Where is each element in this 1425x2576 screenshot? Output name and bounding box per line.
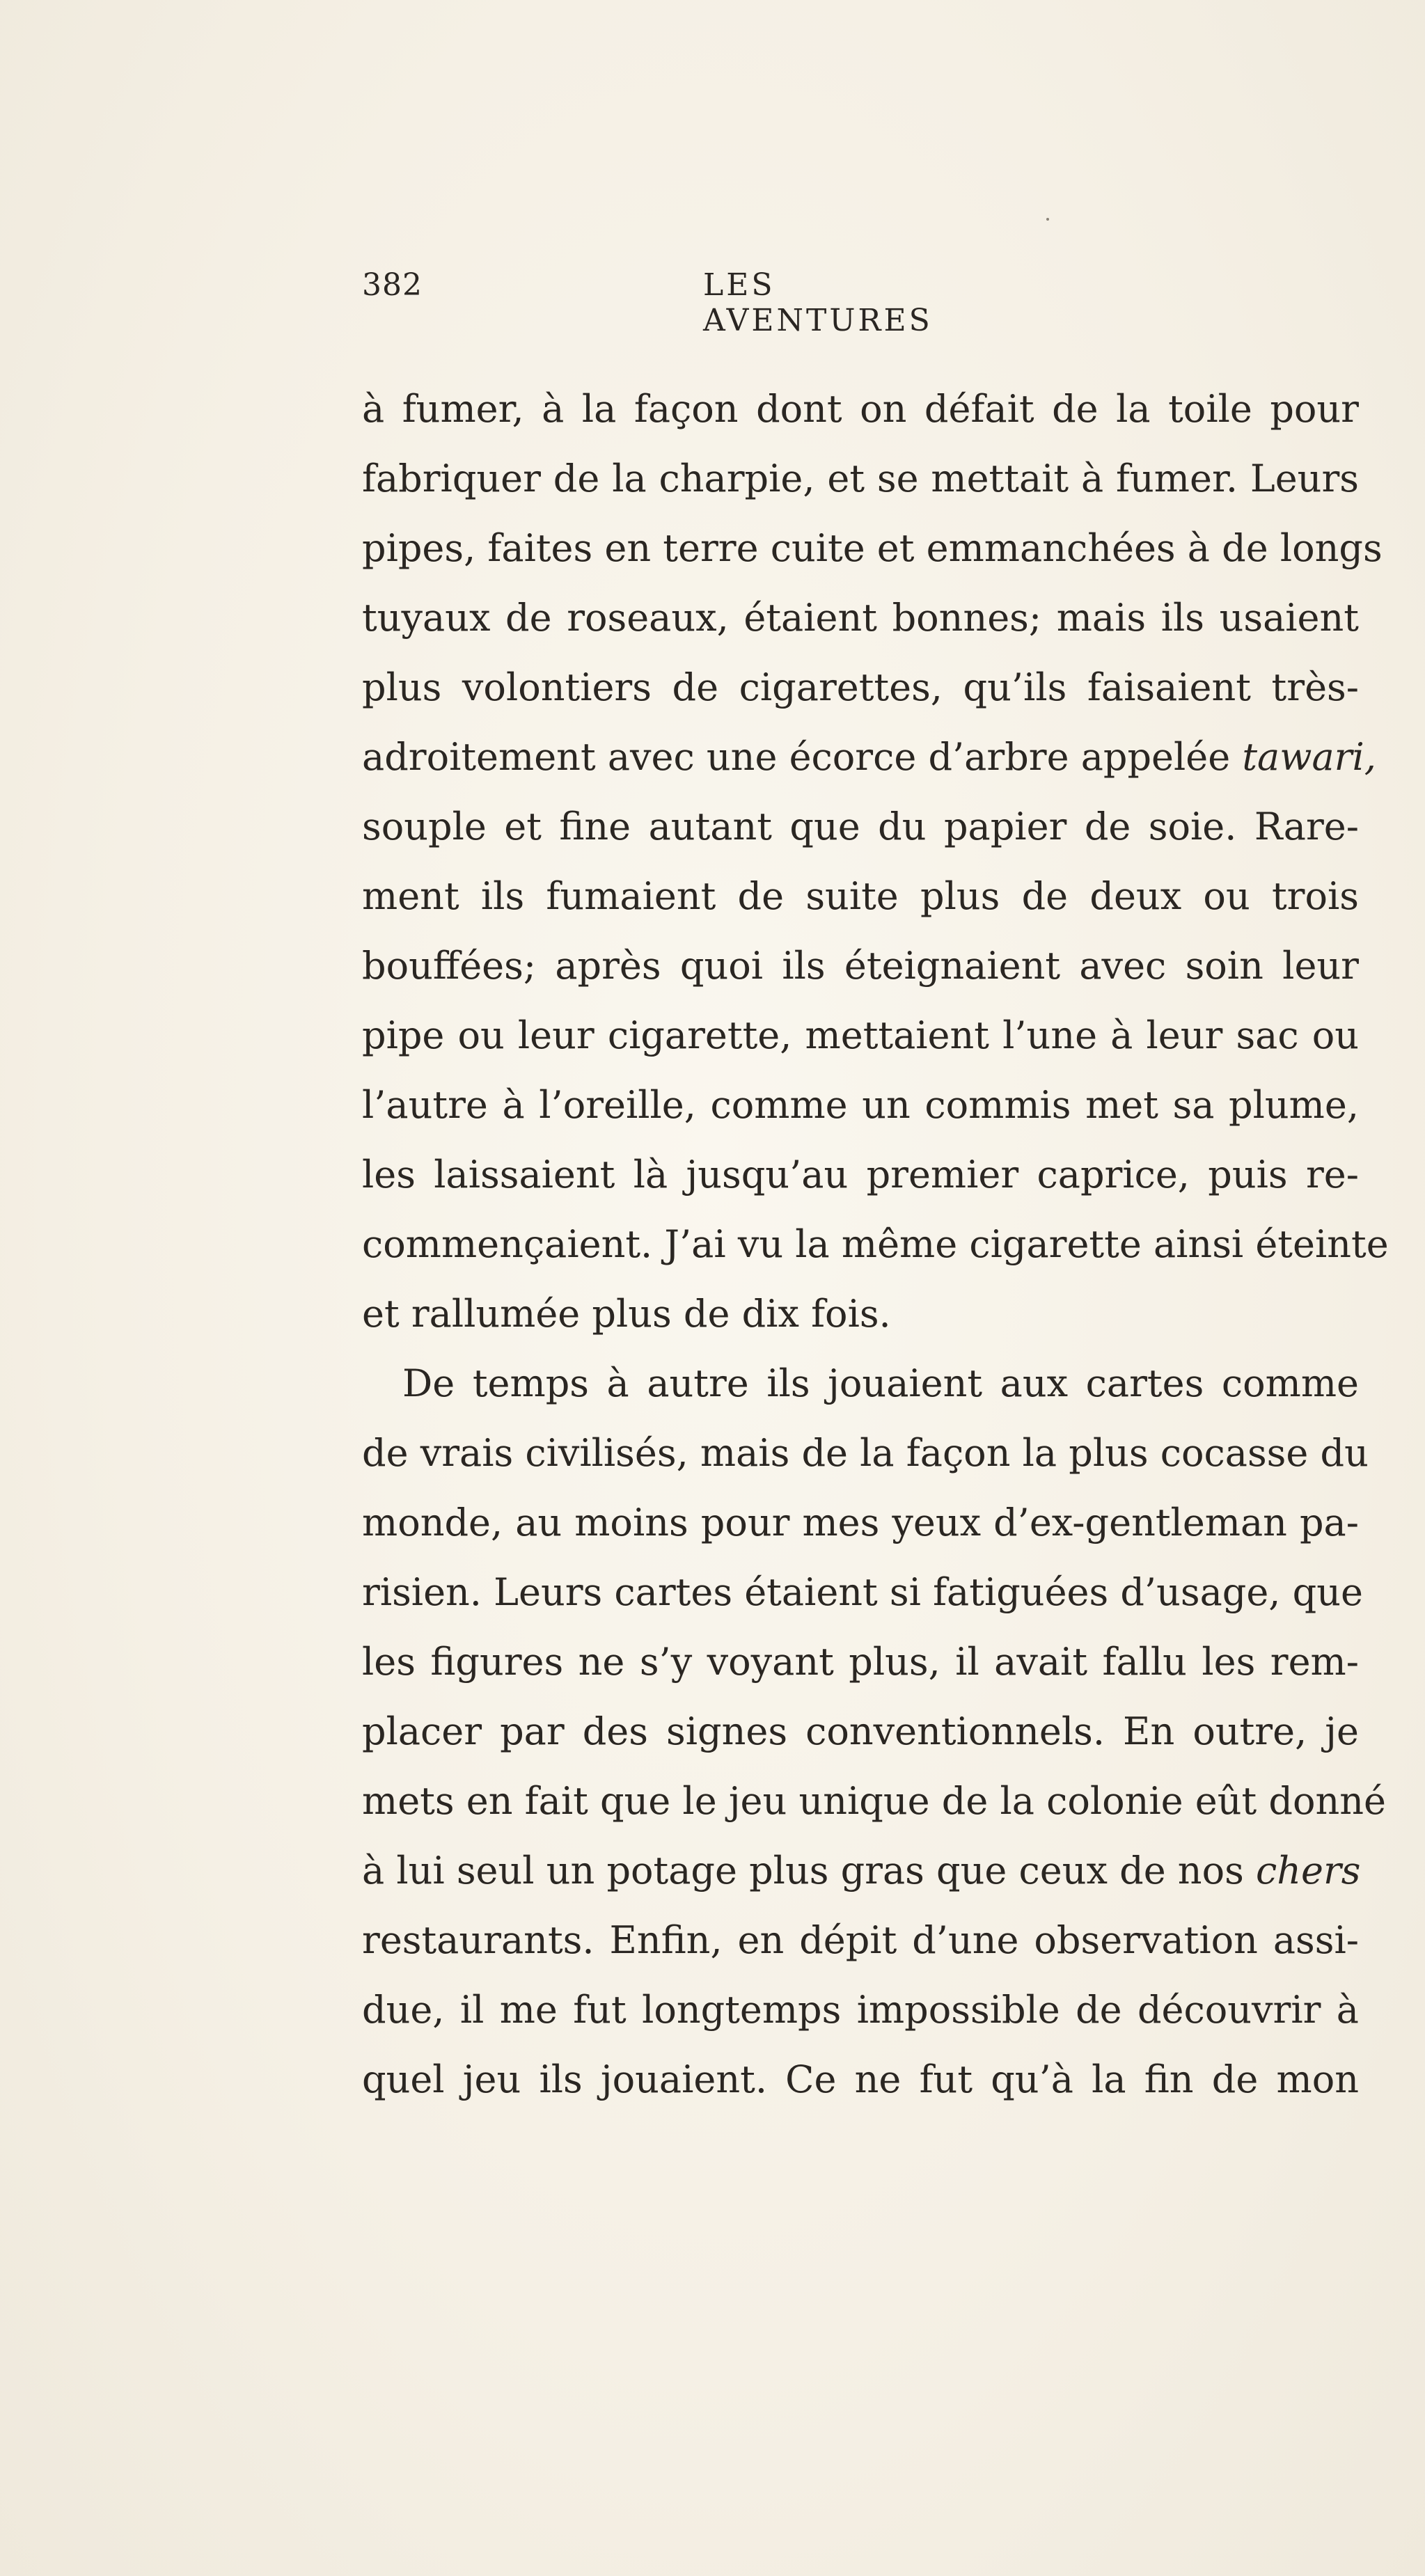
paragraph-start-line: De temps à autre ils jouaient aux cartes comme [402, 1361, 1359, 1405]
text-line: souple et fine autant que du papier de soie. Rare- [362, 805, 1359, 848]
print-speck [1046, 218, 1049, 221]
text-line: monde, au moins pour mes yeux d’ex-gentleman pa- [362, 1501, 1359, 1544]
text-line: les laissaient là jusqu’au premier caprice, puis re- [362, 1153, 1359, 1196]
text-line: les figures ne s’y voyant plus, il avait fallu les rem- [362, 1640, 1359, 1684]
text-line: l’autre à l’oreille, comme un commis met sa plume, [362, 1083, 1359, 1127]
text-line: tuyaux de roseaux, étaient bonnes; mais ils usaient [362, 596, 1359, 640]
running-title: LES AVENTURES [703, 267, 933, 338]
text-line [362, 1836, 1359, 1906]
text-line: quel jeu ils jouaient. Ce ne fut qu’à la fin de mon [362, 2057, 1359, 2101]
text-segment: à lui seul un potage plus gras que ceux de nos [362, 1849, 1256, 1893]
text-line: commençaient. J’ai vu la même cigarette ainsi éteinte [362, 1222, 1389, 1266]
page-number: 382 [362, 267, 423, 303]
text-segment: adroitement avec une écorce d’arbre appelée [362, 735, 1243, 779]
text-line [362, 722, 1376, 792]
italic-term-tawari: tawari, [1242, 735, 1376, 779]
text-line: de vrais civilisés, mais de la façon la plus cocasse du [362, 1431, 1369, 1475]
body-text [362, 374, 1389, 2115]
text-line: à fumer, à la façon dont on défait de la toile pour [362, 387, 1359, 431]
text-line: placer par des signes conventionnels. En outre, je [362, 1709, 1359, 1753]
text-line: pipes, faites en terre cuite et emmanchées à de longs [362, 526, 1383, 570]
text-line: risien. Leurs cartes étaient si fatiguées d’usage, que [362, 1570, 1363, 1614]
text-line: plus volontiers de cigarettes, qu’ils faisaient très- [362, 665, 1359, 709]
text-line: due, il me fut longtemps impossible de découvrir à [362, 1988, 1359, 2032]
text-line: restaurants. Enfin, en dépit d’une observation assi- [362, 1918, 1359, 1962]
text-line: fabriquer de la charpie, et se mettait à fumer. Leurs [362, 457, 1359, 500]
italic-term-chers: chers [1255, 1849, 1361, 1893]
text-line: ment ils fumaient de suite plus de deux ou trois [362, 874, 1359, 918]
running-head [362, 267, 1016, 338]
paragraph-end-line: et rallumée plus de dix fois. [362, 1292, 891, 1336]
text-line: bouffées; après quoi ils éteignaient avec soin leur [362, 944, 1359, 988]
text-line: mets en fait que le jeu unique de la colonie eût donné [362, 1779, 1386, 1823]
text-line: pipe ou leur cigarette, mettaient l’une à leur sac ou [362, 1013, 1359, 1057]
